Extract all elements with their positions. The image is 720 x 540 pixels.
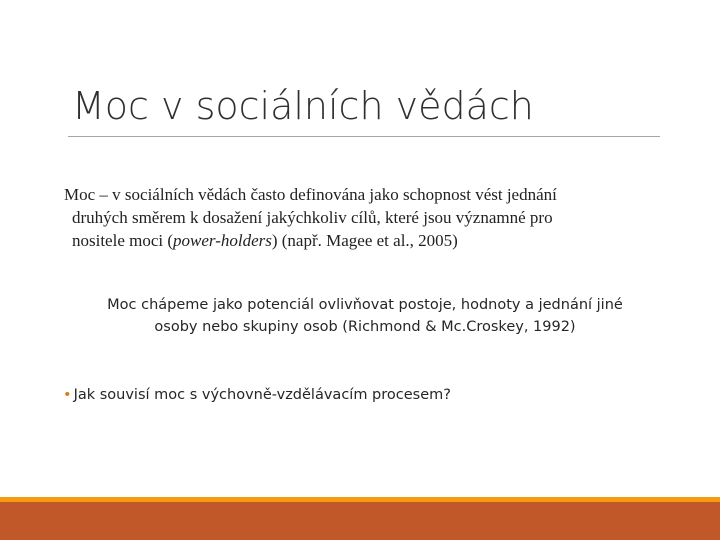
definition-line-1: Moc – v sociálních vědách často definována jako schopnost vést jednání xyxy=(64,185,557,204)
slide-title: Moc v sociálních vědách xyxy=(72,84,534,128)
footer-band xyxy=(0,502,720,540)
power-holders-term: power-holders xyxy=(173,231,272,250)
quote-line-1: Moc chápeme jako potenciál ovlivňovat postoje, hodnoty a jednání jiné xyxy=(107,297,623,313)
definition-line-3 xyxy=(64,229,674,252)
definition-paragraph xyxy=(64,183,674,252)
definition-line-2: druhých směrem k dosažení jakýchkoliv cílů, které jsou významné pro xyxy=(72,208,553,227)
bullet-item xyxy=(63,384,451,406)
bullet-question: Jak souvisí moc s výchovně-vzdělávacím procesem? xyxy=(73,387,451,403)
definition-line-3-end: ) (např. Magee et al., 2005) xyxy=(271,231,458,250)
quote-line-2: osoby nebo skupiny osob (Richmond & Mc.Croskey, 1992) xyxy=(154,319,576,335)
quote-paragraph xyxy=(60,294,670,338)
bullet-marker: • xyxy=(63,387,72,403)
definition-line-3-start: nositele moci ( xyxy=(72,231,174,250)
title-underline xyxy=(68,136,660,137)
